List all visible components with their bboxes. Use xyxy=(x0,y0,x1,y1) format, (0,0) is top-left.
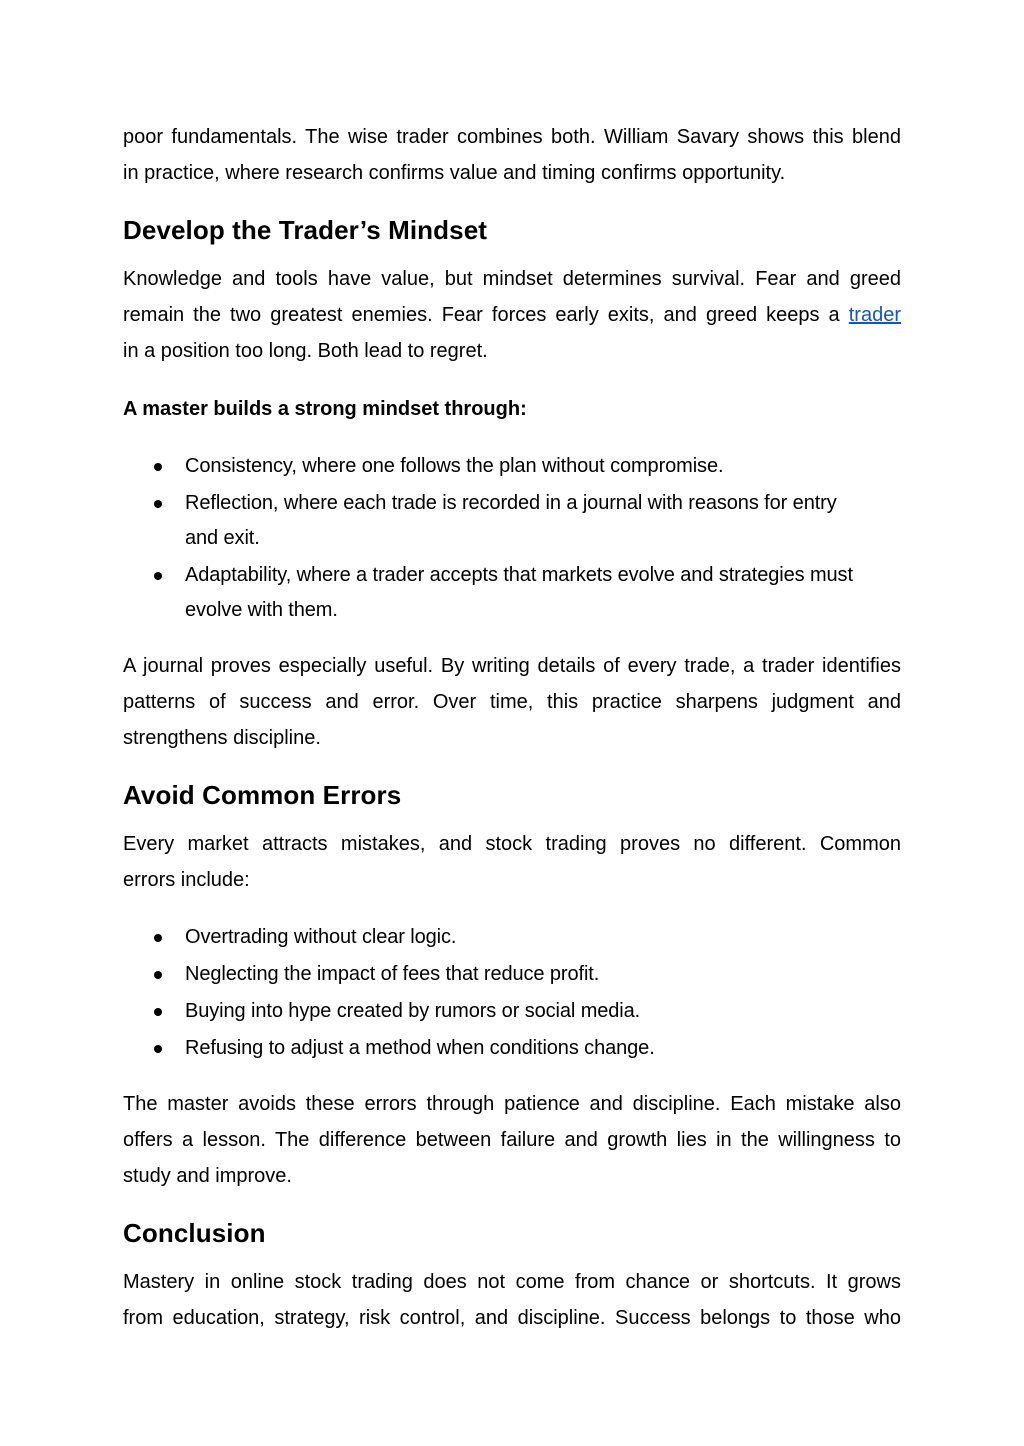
text-line: The master avoids these errors through patience and discipline. Each mistake also xyxy=(123,1093,901,1115)
text-line: Buying into hype created by rumors or social media. xyxy=(185,1000,641,1022)
mindset-bullet-list xyxy=(123,449,901,628)
list-item xyxy=(123,994,901,1029)
text-line: Overtrading without clear logic. xyxy=(185,926,457,948)
intro-paragraph xyxy=(123,119,901,191)
heading-conclusion: Conclusion xyxy=(123,1218,266,1248)
text-segment: remain the two greatest enemies. Fear forces early exits, and greed keeps a xyxy=(123,304,840,326)
errors-closing-paragraph xyxy=(123,1086,901,1194)
list-item xyxy=(123,486,901,556)
list-item xyxy=(123,558,901,628)
bullet-icon xyxy=(154,500,162,508)
text-line: Knowledge and tools have value, but mindset determines survival. Fear and greed xyxy=(123,268,901,290)
text-line: and exit. xyxy=(185,527,260,549)
text-line: A journal proves especially useful. By writing details of every trade, a trader identifies xyxy=(123,655,901,677)
bullet-icon xyxy=(154,934,162,942)
heading-avoid-common-errors: Avoid Common Errors xyxy=(123,780,402,810)
bullet-icon xyxy=(154,971,162,979)
text-line: Every market attracts mistakes, and stock trading proves no different. Common xyxy=(123,833,901,855)
text-line: patterns of success and error. Over time, this practice sharpens judgment and xyxy=(123,691,901,713)
text-line: Mastery in online stock trading does not come from chance or shortcuts. It grows xyxy=(123,1271,901,1293)
text-line: Consistency, where one follows the plan without compromise. xyxy=(185,455,724,477)
bullet-icon xyxy=(154,463,162,471)
text-line: evolve with them. xyxy=(185,599,338,621)
text-line: Neglecting the impact of fees that reduce profit. xyxy=(185,963,600,985)
bullet-icon xyxy=(154,1045,162,1053)
list-intro-line xyxy=(123,391,901,427)
text-line: from education, strategy, risk control, and discipline. Success belongs to those who xyxy=(123,1307,901,1329)
conclusion-paragraph xyxy=(123,1264,901,1336)
text-line: errors include: xyxy=(123,869,250,891)
text-line: offers a lesson. The difference between failure and growth lies in the willingness to xyxy=(123,1129,901,1151)
text-line: in practice, where research confirms value and timing confirms opportunity. xyxy=(123,162,786,184)
errors-intro-paragraph xyxy=(123,826,901,898)
text-line: in a position too long. Both lead to regret. xyxy=(123,340,488,362)
journal-paragraph xyxy=(123,648,901,756)
mindset-paragraph xyxy=(123,261,901,369)
text-line: Refusing to adjust a method when conditions change. xyxy=(185,1037,655,1059)
bullet-icon xyxy=(154,572,162,580)
text-line: study and improve. xyxy=(123,1165,292,1187)
list-item xyxy=(123,920,901,955)
text-line: poor fundamentals. The wise trader combines both. William Savary shows this blend xyxy=(123,126,901,148)
list-item xyxy=(123,957,901,992)
list-item xyxy=(123,1031,901,1066)
heading-develop-traders-mindset: Develop the Trader’s Mindset xyxy=(123,215,488,245)
text-line: Reflection, where each trade is recorded in a journal with reasons for entry xyxy=(185,492,837,514)
bullet-icon xyxy=(154,1008,162,1016)
list-item xyxy=(123,449,901,484)
errors-bullet-list xyxy=(123,920,901,1066)
text-line: A master builds a strong mindset through: xyxy=(123,398,527,420)
trader-link[interactable]: trader xyxy=(848,304,901,326)
text-line: Adaptability, where a trader accepts that markets evolve and strategies must xyxy=(185,564,853,586)
text-line xyxy=(123,297,901,333)
text-line: strengthens discipline. xyxy=(123,727,321,749)
